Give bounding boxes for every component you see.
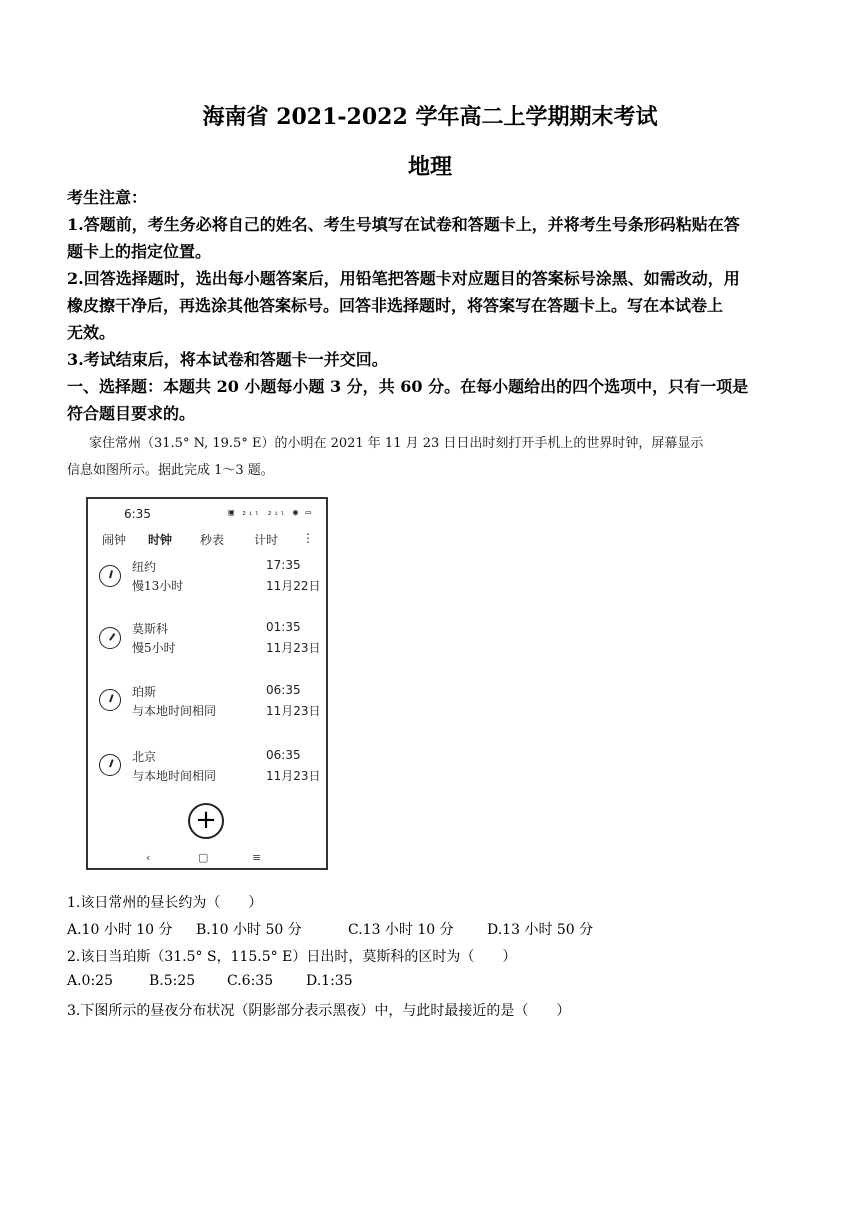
back-icon: ‹: [146, 851, 151, 864]
question-option: A.0:25: [67, 973, 113, 989]
analog-clock-icon: [99, 565, 121, 587]
clock-date: 11月23日: [266, 704, 321, 718]
clock-offset: 与本地时间相同: [132, 704, 217, 718]
tab-clock: 时钟: [148, 533, 173, 547]
phone-status-time: 6:35: [124, 507, 151, 521]
notice-heading: 考生注意：: [67, 188, 148, 207]
recents-icon: ≡: [252, 851, 262, 864]
section-heading-line: 符合题目要求的。: [67, 404, 196, 423]
clock-time: 06:35: [266, 683, 301, 697]
clock-offset: 慢13小时: [132, 579, 184, 593]
add-clock-button: +: [188, 803, 224, 839]
clock-date: 11月23日: [266, 769, 321, 783]
notice-line: 无效。: [67, 323, 116, 342]
analog-clock-icon: [99, 754, 121, 776]
question-stem: 2.该日当珀斯（31.5° S，115.5° E）日出时，莫斯科的区时为（ ）: [67, 949, 517, 965]
question-option: B.5:25: [149, 973, 196, 989]
question-option: C.6:35: [227, 973, 274, 989]
phone-screenshot-figure: [86, 497, 328, 870]
notice-line: 1.答题前，考生务必将自己的姓名、考生号填写在试卷和答题卡上，并将考生号条形码粘贴在答: [67, 215, 740, 234]
question-option: A.10 小时 10 分: [67, 922, 173, 938]
clock-date: 11月23日: [266, 641, 321, 655]
notice-line: 3.考试结束后，将本试卷和答题卡一并交回。: [67, 350, 388, 369]
clock-city: 北京: [132, 750, 157, 764]
clock-time: 01:35: [266, 620, 301, 634]
home-icon: ▢: [198, 851, 209, 864]
phone-status-icons: ▣ ₂ᵢₗ ₂ᵢₗ ◉ ▭: [228, 508, 312, 518]
question-stem: 1.该日常州的昼长约为（ ）: [67, 895, 263, 911]
notice-line: 橡皮擦干净后，再选涂其他答案标号。回答非选择题时，将答案写在答题卡上。写在本试卷上: [67, 296, 724, 315]
clock-time: 17:35: [266, 558, 301, 572]
section-heading-line: 一、选择题：本题共 20 小题每小题 3 分，共 60 分。在每小题给出的四个选项中，只有一项是: [67, 377, 749, 396]
question-option: C.13 小时 10 分: [348, 922, 454, 938]
clock-date: 11月22日: [266, 579, 321, 593]
more-menu-icon: ⋮: [302, 531, 314, 545]
exam-title: 海南省 2021-2022 学年高二上学期期末考试: [202, 104, 658, 130]
stem-line: 家住常州（31.5° N, 19.5° E）的小明在 2021 年 11 月 23 日日出时刻打开手机上的世界时钟，屏幕显示: [89, 436, 704, 451]
tab-timer: 计时: [254, 533, 279, 547]
question-stem: 3.下图所示的昼夜分布状况（阴影部分表示黑夜）中，与此时最接近的是（ ）: [67, 1003, 571, 1019]
tab-alarm: 闹钟: [102, 533, 127, 547]
question-option: D.13 小时 50 分: [487, 922, 594, 938]
clock-city: 珀斯: [132, 685, 157, 699]
clock-time: 06:35: [266, 748, 301, 762]
analog-clock-icon: [99, 689, 121, 711]
notice-line: 2.回答选择题时，选出每小题答案后，用铅笔把答题卡对应题目的答案标号涂黑、如需改动，用: [67, 269, 740, 288]
clock-city: 莫斯科: [132, 622, 169, 636]
stem-line: 信息如图所示。据此完成 1～3 题。: [67, 463, 274, 478]
subject-title: 地理: [407, 154, 452, 180]
tab-stopwatch: 秒表: [200, 533, 225, 547]
clock-offset: 慢5小时: [132, 641, 176, 655]
clock-offset: 与本地时间相同: [132, 769, 217, 783]
analog-clock-icon: [99, 627, 121, 649]
clock-city: 纽约: [132, 560, 157, 574]
question-option: D.1:35: [306, 973, 353, 989]
notice-line: 题卡上的指定位置。: [67, 242, 212, 261]
question-option: B.10 小时 50 分: [196, 922, 302, 938]
